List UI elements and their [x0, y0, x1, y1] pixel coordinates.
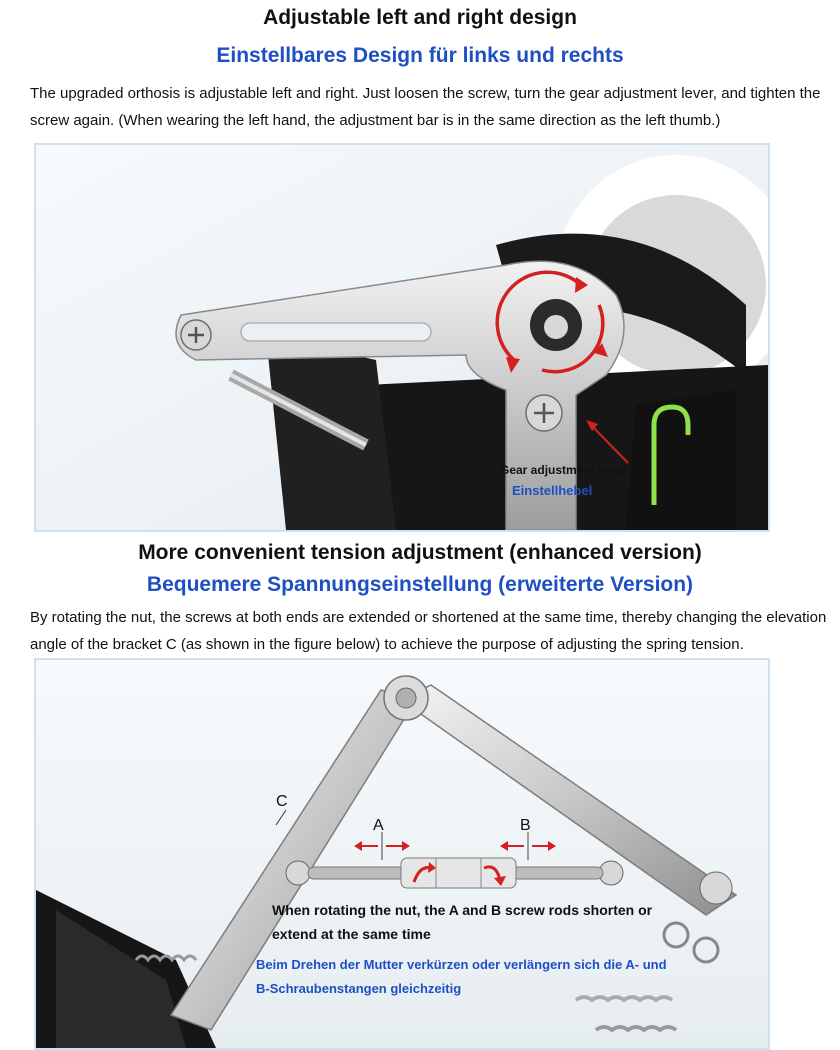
- rotation-note-de: Beim Drehen der Mutter verkürzen oder verlängern sich die A- und B-Schraubenstangen gleichzeitig: [256, 957, 667, 996]
- orthosis-adjustment-photo: [34, 143, 770, 532]
- gear-lever-label-en: Gear adjustment lever: [500, 463, 627, 477]
- section1-title-en: Adjustable left and right design: [263, 6, 577, 29]
- orthosis-illustration: [36, 145, 768, 530]
- rotation-note-en: When rotating the nut, the A and B screw rods shorten or extend at the same time: [272, 902, 653, 942]
- section2-title-en: More convenient tension adjustment (enhanced version): [138, 541, 702, 564]
- section2-description: By rotating the nut, the screws at both ends are extended or shortened at the same time, thereby changing the elevation angle of the bracket C (as shown in the figure below) to achieve the purpose of adjusting the spring tension.: [30, 609, 827, 653]
- gear-lever-label-de: Einstellhebel: [512, 483, 593, 498]
- section1-title-de: Einstellbares Design für links und rechts: [216, 44, 624, 67]
- section2-title-de: Bequemere Spannungseinstellung (erweiterte Version): [146, 573, 694, 596]
- section1-description: The upgraded orthosis is adjustable left and right. Just loosen the screw, turn the gear adjustment lever, and tighten the screw again. (When wearing the left hand, the adjustment bar is in the same direction as the left thumb.): [30, 85, 821, 129]
- screw-a-label: A: [373, 817, 384, 834]
- bracket-c-label: C: [276, 793, 288, 810]
- screw-b-label: B: [520, 817, 531, 834]
- tension-adjustment-photo: [34, 658, 770, 1050]
